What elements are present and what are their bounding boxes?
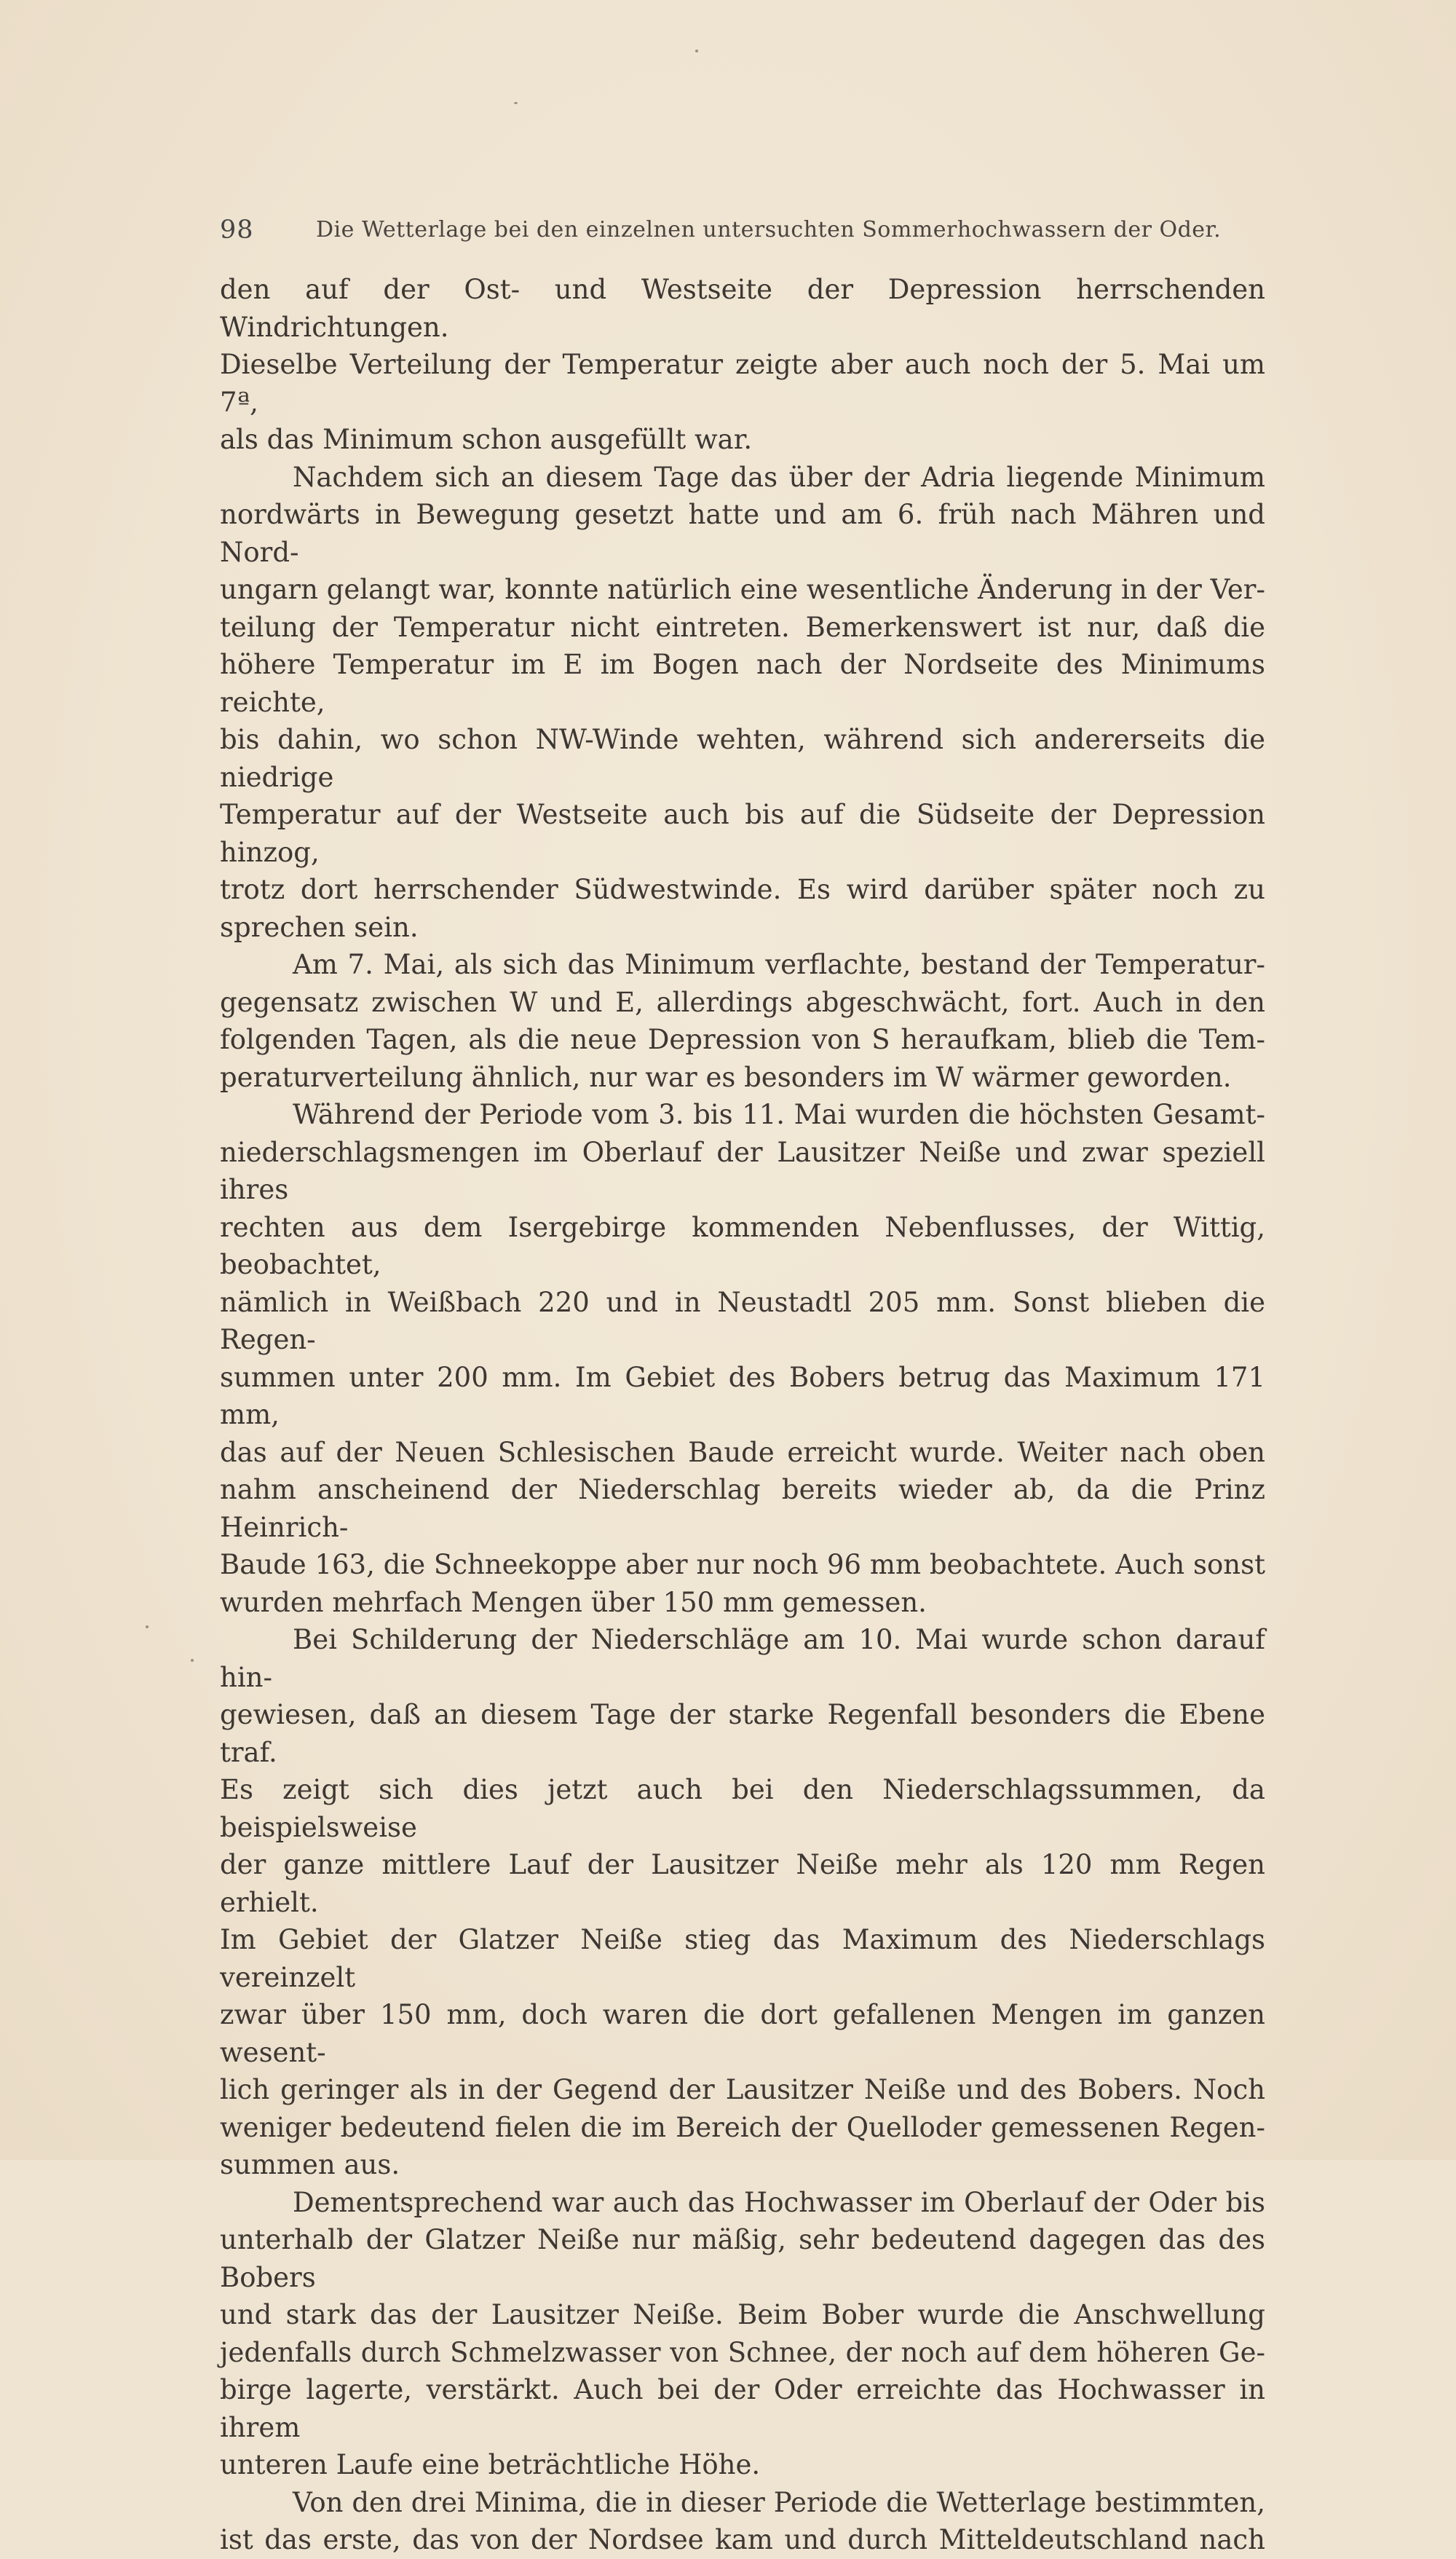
text-line: den auf der Ost- und Westseite der Depression herrschenden Windrichtungen. bbox=[220, 274, 1265, 343]
text-line: Bei Schilderung der Niederschläge am 10. Mai wurde schon darauf hin- bbox=[220, 1624, 1265, 1693]
text-line: Von den drei Minima, die in dieser Periode die Wetterlage bestimmten, bbox=[293, 2486, 1265, 2518]
text-line: Im Gebiet der Glatzer Neiße stieg das Maximum des Niederschlags vereinzelt bbox=[220, 1924, 1265, 1993]
text-line: unterhalb der Glatzer Neiße nur mäßig, sehr bedeutend dagegen das des Bobers bbox=[220, 2224, 1265, 2293]
text-line: unteren Laufe eine beträchtliche Höhe. bbox=[220, 2449, 761, 2480]
text-line: Baude 163, die Schneekoppe aber nur noch 96 mm beobachtete. Auch sonst bbox=[220, 1549, 1265, 1580]
text-line: der ganze mittlere Lauf der Lausitzer Neiße mehr als 120 mm Regen erhielt. bbox=[220, 1849, 1265, 1918]
body-text bbox=[220, 271, 1265, 2559]
text-line: und stark das der Lausitzer Neiße. Beim Bober wurde die Anschwellung bbox=[220, 2299, 1265, 2330]
text-line: summen aus. bbox=[220, 2149, 400, 2180]
paragraph bbox=[220, 1096, 1265, 1621]
text-line: bis dahin, wo schon NW-Winde wehten, während sich andererseits die niedrige bbox=[220, 724, 1265, 793]
text-line: Am 7. Mai, als sich das Minimum verflachte, bestand der Temperatur- bbox=[293, 949, 1265, 980]
text-line: Temperatur auf der Westseite auch bis auf die Südseite der Depression hinzog, bbox=[220, 799, 1265, 868]
page-number: 98 bbox=[220, 216, 254, 245]
text-line: Dementsprechend war auch das Hochwasser im Oberlauf der Oder bis bbox=[293, 2186, 1265, 2218]
text-line: als das Minimum schon ausgefüllt war. bbox=[220, 424, 753, 455]
text-line: Es zeigt sich dies jetzt auch bei den Niederschlagssummen, da beispielsweise bbox=[220, 1774, 1265, 1843]
text-line: ungarn gelangt war, konnte natürlich eine wesentliche Änderung in der Ver- bbox=[220, 574, 1265, 605]
text-line: Während der Periode vom 3. bis 11. Mai wurden die höchsten Gesamt- bbox=[293, 1099, 1265, 1130]
text-line: jedenfalls durch Schmelzwasser von Schnee, der noch auf dem höheren Ge- bbox=[220, 2336, 1265, 2368]
text-line: niederschlagsmengen im Oberlauf der Lausitzer Neiße und zwar speziell ihres bbox=[220, 1136, 1265, 1205]
text-line: nämlich in Weißbach 220 und in Neustadtl 205 mm. Sonst blieben die Regen- bbox=[220, 1286, 1265, 1355]
paragraph bbox=[220, 2484, 1265, 2559]
paper-speck bbox=[695, 50, 698, 52]
text-line: weniger bedeutend fielen die im Bereich der Quelloder gemessenen Regen- bbox=[220, 2111, 1265, 2143]
text-line: wurden mehrfach Mengen über 150 mm gemessen. bbox=[220, 1586, 927, 1618]
running-title: Die Wetterlage bei den einzelnen untersuchten Sommerhochwassern der Oder. bbox=[316, 217, 1222, 243]
text-line: Dieselbe Verteilung der Temperatur zeigte aber auch noch der 5. Mai um 7ª, bbox=[220, 349, 1265, 418]
text-line: gegensatz zwischen W und E, allerdings abgeschwächt, fort. Auch in den bbox=[220, 986, 1265, 1018]
text-line: nahm anscheinend der Niederschlag bereits wieder ab, da die Prinz Heinrich- bbox=[220, 1474, 1265, 1543]
text-line: lich geringer als in der Gegend der Lausitzer Neiße und des Bobers. Noch bbox=[220, 2074, 1265, 2105]
paper-speck bbox=[191, 1659, 194, 1662]
paragraph bbox=[220, 1621, 1265, 2184]
page-header bbox=[220, 211, 1224, 255]
text-line: sprechen sein. bbox=[220, 911, 419, 943]
paragraph bbox=[220, 459, 1265, 947]
text-line: höhere Temperatur im E im Bogen nach der Nordseite des Minimums reichte, bbox=[220, 649, 1265, 718]
text-line: Nachdem sich an diesem Tage das über der Adria liegende Minimum bbox=[293, 461, 1265, 493]
text-line: rechten aus dem Isergebirge kommenden Nebenflusses, der Wittig, beobachtet, bbox=[220, 1211, 1265, 1280]
text-line: nordwärts in Bewegung gesetzt hatte und am 6. früh nach Mähren und Nord- bbox=[220, 499, 1265, 568]
paragraph bbox=[220, 946, 1265, 1096]
text-line: das auf der Neuen Schlesischen Baude erreicht wurde. Weiter nach oben bbox=[220, 1436, 1265, 1468]
paragraph bbox=[220, 271, 1265, 459]
text-line: zwar über 150 mm, doch waren die dort gefallenen Mengen im ganzen wesent- bbox=[220, 1999, 1265, 2068]
paragraph bbox=[220, 2184, 1265, 2484]
paper-speck bbox=[146, 1625, 149, 1628]
text-line: trotz dort herrschender Südwestwinde. Es wird darüber später noch zu bbox=[220, 874, 1265, 905]
text-line: peraturverteilung ähnlich, nur war es besonders im W wärmer geworden. bbox=[220, 1061, 1232, 1093]
text-line: ist das erste, das von der Nordsee kam und durch Mitteldeutschland nach bbox=[220, 2524, 1265, 2555]
text-line: folgenden Tagen, als die neue Depression von S heraufkam, blieb die Tem- bbox=[220, 1024, 1265, 1055]
text-line: birge lagerte, verstärkt. Auch bei der Oder erreichte das Hochwasser in ihrem bbox=[220, 2374, 1265, 2443]
paper-speck bbox=[514, 102, 518, 104]
text-line: summen unter 200 mm. Im Gebiet des Bobers betrug das Maximum 171 mm, bbox=[220, 1361, 1265, 1430]
text-line: teilung der Temperatur nicht eintreten. Bemerkenswert ist nur, daß die bbox=[220, 611, 1265, 643]
text-line: gewiesen, daß an diesem Tage der starke Regenfall besonders die Ebene traf. bbox=[220, 1699, 1265, 1768]
